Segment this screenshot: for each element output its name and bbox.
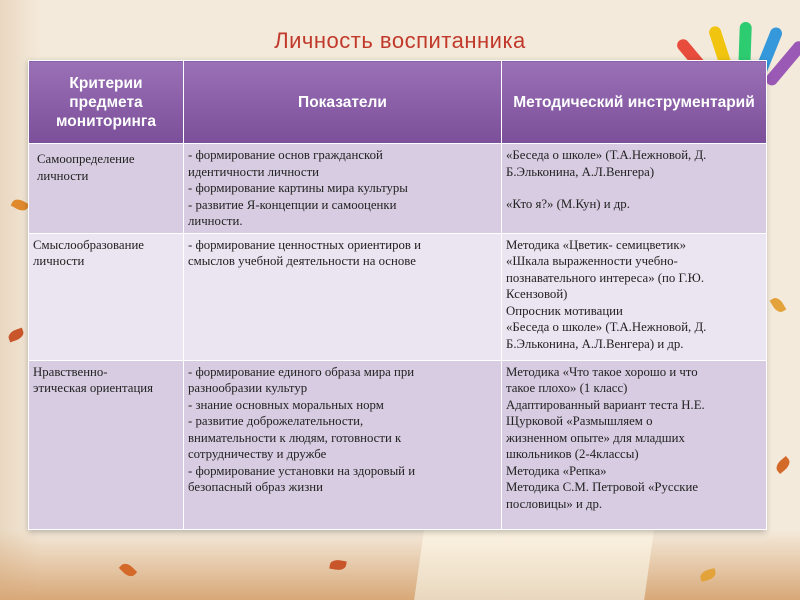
indicators-cell	[184, 360, 502, 530]
table-row	[29, 233, 767, 360]
cell-text: - формирование единого образа мира при	[188, 364, 415, 379]
cell-text: этическая ориентация	[33, 381, 154, 395]
cell-text: Методика «Репка»	[506, 463, 607, 478]
cell-text: личности	[33, 254, 85, 268]
leaf-decor	[770, 296, 787, 315]
cell-text: личности.	[188, 214, 243, 228]
table-row	[29, 360, 767, 530]
cell-text: пословицы» и др.	[506, 496, 603, 511]
cell-text: - формирование ценностных ориентиров и	[188, 237, 421, 252]
indicators-cell	[184, 144, 502, 234]
cell-text: Щурковой «Размышляем о	[506, 414, 653, 428]
tools-cell	[502, 360, 767, 530]
cell-text: Ксензовой)	[506, 287, 568, 301]
criterion-cell	[29, 144, 184, 234]
cell-text: смыслов учебной деятельности на основе	[188, 254, 416, 268]
cell-text: - формирование картины мира культуры	[188, 181, 408, 195]
cell-text: внимательности к людям, готовности к	[188, 430, 402, 445]
cell-text: разнообразии культур	[188, 381, 308, 395]
monitoring-table	[28, 60, 766, 530]
tools-cell	[502, 144, 767, 234]
criterion-cell	[29, 233, 184, 360]
cell-text: Адаптированный вариант теста Н.Е.	[506, 397, 705, 412]
cell-text: Нравственно-	[33, 364, 108, 379]
cell-text: идентичности личности	[188, 164, 320, 179]
header-criteria: Критерии предмета мониторинга	[29, 61, 184, 144]
cell-text: - знание основных моральных норм	[188, 397, 384, 412]
cell-text: Методика С.М. Петровой «Русские	[506, 480, 699, 494]
cell-text: Самоопределение	[37, 152, 135, 166]
cell-spacer	[506, 180, 762, 196]
criterion-cell	[29, 360, 184, 530]
cell-text: Б.Эльконина, А.Л.Венгера)	[506, 164, 655, 179]
cell-text: - развитие Я-концепции и самооценки	[188, 197, 397, 212]
cell-text: Опросник мотивации	[506, 303, 623, 318]
cell-text: - формирование основ гражданской	[188, 148, 383, 162]
table-row	[29, 144, 767, 234]
table-header-row	[29, 61, 767, 144]
slide-title: Личность воспитанника	[274, 28, 526, 53]
cell-text: - формирование установки на здоровый и	[188, 463, 416, 478]
cell-text: Смыслообразование	[33, 237, 144, 252]
cell-text: Б.Эльконина, А.Л.Венгера) и др.	[506, 336, 684, 351]
cell-text: «Шкала выраженности учебно-	[506, 254, 678, 268]
tools-cell	[502, 233, 767, 360]
cell-text: сотрудничеству и дружбе	[188, 447, 327, 461]
cell-text: познавательного интереса» (по Г.Ю.	[506, 270, 705, 285]
header-tools: Методический инструментарий	[502, 61, 767, 144]
cell-text: личности	[37, 168, 89, 183]
header-indicators: Показатели	[184, 61, 502, 144]
cell-text: Методика «Что такое хорошо и что	[506, 364, 698, 379]
indicators-cell	[184, 233, 502, 360]
cell-text: жизненном опыте» для младших	[506, 430, 685, 445]
cell-text: Методика «Цветик- семицветик»	[506, 237, 687, 252]
cell-text: такое плохо» (1 класс)	[506, 381, 628, 395]
cell-text: «Беседа о школе» (Т.А.Нежновой, Д.	[506, 148, 707, 162]
leaf-decor	[774, 456, 793, 474]
cell-text: школьников (2-4классы)	[506, 447, 639, 461]
cell-text: безопасный образ жизни	[188, 480, 323, 494]
cell-text: «Беседа о школе» (Т.А.Нежновой, Д.	[506, 320, 707, 334]
cell-text: «Кто я?» (М.Кун) и др.	[506, 197, 630, 211]
cell-text: - развитие доброжелательности,	[188, 414, 364, 428]
